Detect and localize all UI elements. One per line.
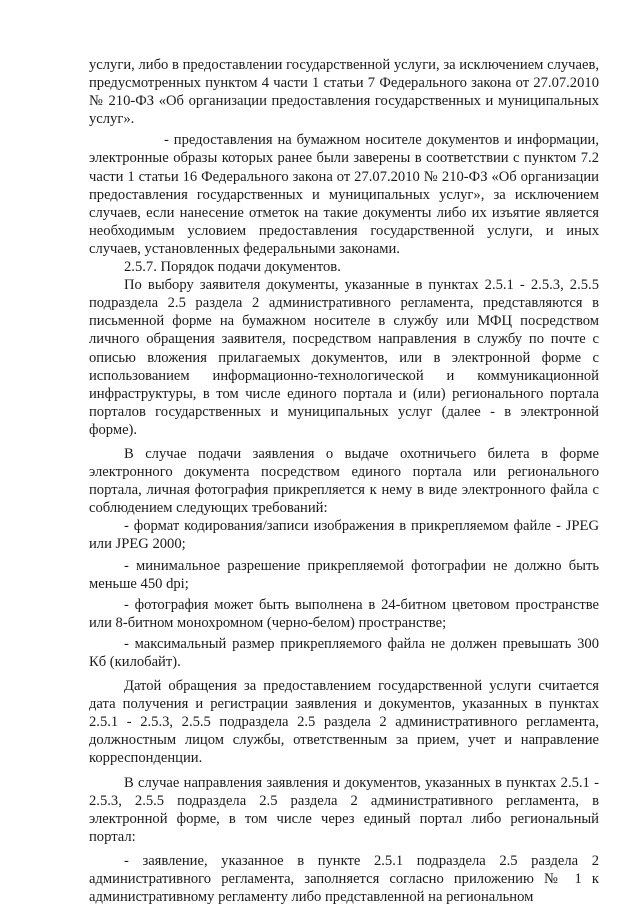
list-item-format: - формат кодирования/записи изображения в прикрепляемом файле - JPEG или JPEG 2000; bbox=[89, 518, 599, 553]
list-item-application: - заявление, указанное в пункте 2.5.1 подраздела 2.5 раздела 2 административного регламента, заполняется согласно приложению № 1 к административному регламенту либо представленной на региональном bbox=[89, 852, 599, 906]
section-heading-2-5-7: 2.5.7. Порядок подачи документов. bbox=[124, 259, 341, 276]
paragraph-electronic-submission: В случае направления заявления и документов, указанных в пунктах 2.5.1 - 2.5.3, 2.5.5 подраздела 2.5 раздела 2 административного регламента, в электронной форме, в том числе через единый портал либо региональный портал: bbox=[89, 774, 599, 845]
list-item-resolution: - минимальное разрешение прикрепляемой фотографии не должно быть меньше 450 dpi; bbox=[89, 557, 599, 592]
paragraph-continuation: услуги, либо в предоставлении государственной услуги, за исключением случаев, предусмотренных пунктом 4 части 1 статьи 7 Федерального закона от 27.07.2010 № 210-ФЗ «Об организации предоставления государственных и муниципальных услуг». bbox=[89, 57, 599, 128]
paragraph-submission-choice: По выбору заявителя документы, указанные в пунктах 2.5.1 - 2.5.3, 2.5.5 подраздела 2.5 раздела 2 административного регламента, представляются в письменной форме на бумажном носителе в службу или МФЦ посредством личного обращения заявителя, посредством направления в службу по почте с описью вложения прилагаемых документов, или в электронной форме с использованием информационно-технологической и коммуникационной инфраструктуры, в том числе единого портала и (или) регионального портала порталов государственных и муниципальных услуг (далее - в электронной форме). bbox=[89, 277, 599, 438]
paragraph-hunting-ticket: В случае подачи заявления о выдаче охотничьего билета в форме электронного документа посредством единого портала или регионального портала, личная фотография прикрепляется к нему в виде электронного файла с соблюдением следующих требований: bbox=[89, 445, 599, 517]
document-page bbox=[89, 56, 599, 906]
list-item-file-size: - максимальный размер прикрепляемого файла не должен превышать 300 Кб (килобайт). bbox=[89, 635, 599, 670]
paragraph-request-date: Датой обращения за предоставлением государственной услуги считается дата получения и регистрации заявления и документов, указанных в пунктах 2.5.1 - 2.5.3, 2.5.5 подраздела 2.5 раздела 2 административного регламента, должностным лицом службы, ответственным за прием, учет и направление корреспонденции. bbox=[89, 678, 599, 767]
list-item-color-space: - фотография может быть выполнена в 24-битном цветовом пространстве или 8-битном монохромном (черно-белом) пространстве; bbox=[89, 596, 599, 631]
paragraph-paper-submission: - предоставления на бумажном носителе документов и информации, электронные образы которых ранее были заверены в соответствии с пунктом 7.2 части 1 статьи 16 Федерального закона от 27.07.2010 № 210-ФЗ «Об организации предоставления государственных и муниципальных услуг», за исключением случаев, если нанесение отметок на такие документы либо их изъятие является необходимым условием предоставления государственной услуги, и иных случаев, установленных федеральными законами. bbox=[89, 132, 599, 257]
